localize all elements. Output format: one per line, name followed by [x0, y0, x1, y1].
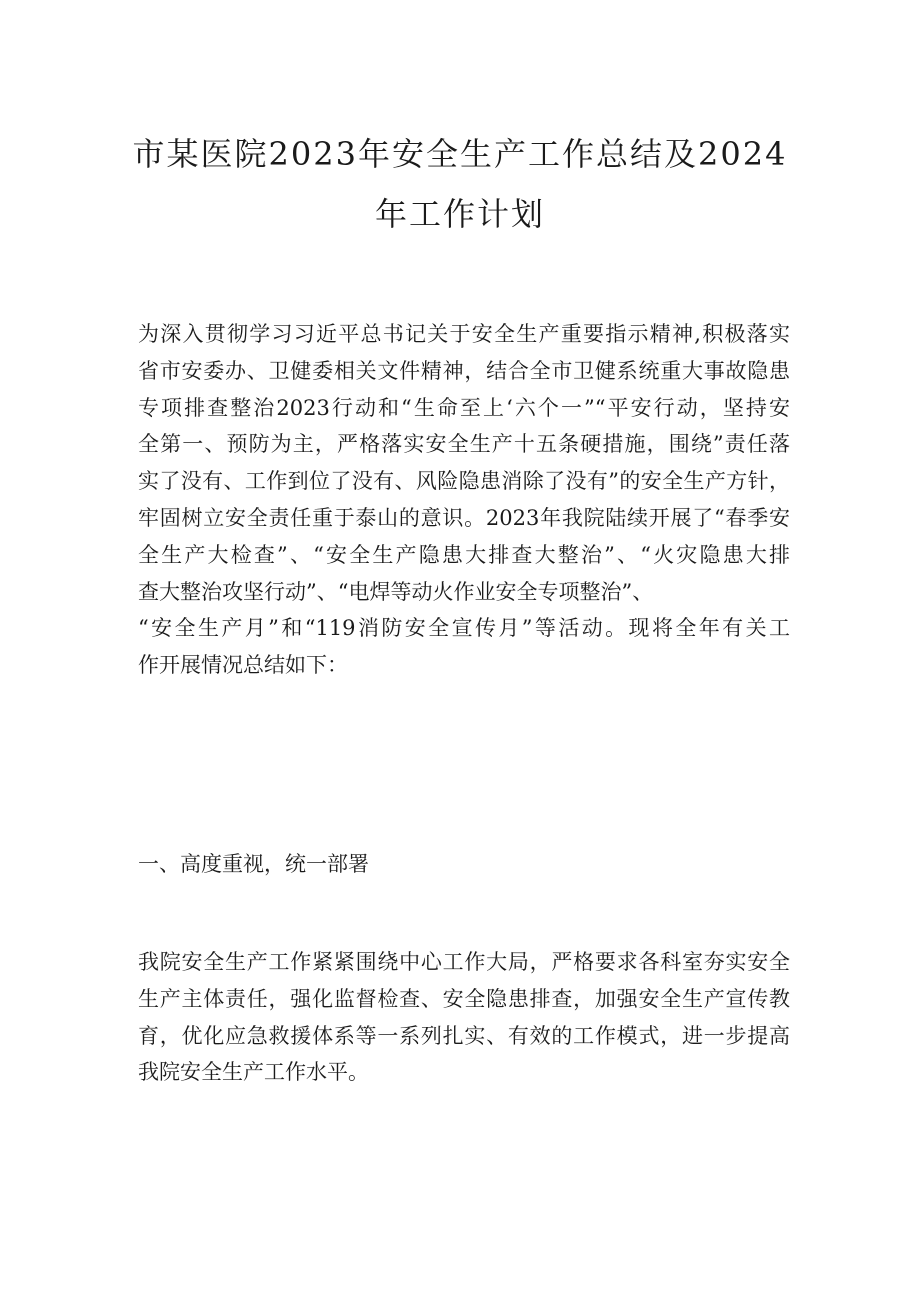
- paragraph-line: 作开展情况总结如下：: [138, 653, 348, 678]
- paragraph-line: 牢固树立安全责任重于泰山的意识。2023年我院陆续开展了“春季安: [138, 505, 790, 530]
- paragraph-line: 实了没有、工作到位了没有、风险隐患消除了没有”的安全生产方针，: [138, 469, 790, 494]
- paragraph-line: “安全生产月”和“119消防安全宣传月”等活动。现将全年有关工: [138, 616, 790, 641]
- section-paragraph: [138, 944, 790, 1091]
- paragraph-line: 生产主体责任，强化监督检查、安全隐患排查，加强安全生产宣传教: [138, 986, 790, 1011]
- paragraph-line: 我院安全生产工作水平。: [138, 1060, 369, 1085]
- paragraph-line: 查大整治攻坚行动”、“电焊等动火作业安全专项整治”、: [138, 579, 654, 604]
- paragraph-line: 全第一、预防为主，严格落实安全生产十五条硬措施，围绕”责任落: [138, 432, 790, 457]
- title-line: 市某医院2023年安全生产工作总结及2024: [132, 135, 788, 173]
- section-heading: 一、高度重视，统一部署: [138, 852, 369, 876]
- title-line: 年工作计划: [374, 195, 545, 233]
- paragraph-line: 为深入贯彻学习习近平总书记关于安全生产重要指示精神,积极落实: [138, 322, 790, 346]
- paragraph-line: 专项排查整治2023行动和“生命至上‘六个一”“平安行动，坚持安: [138, 395, 790, 420]
- paragraph-line: 我院安全生产工作紧紧围绕中心工作大局，严格要求各科室夯实安全: [138, 950, 790, 974]
- paragraph-line: 全生产大检查”、“安全生产隐患大排查大整治”、“火灾隐患大排: [138, 542, 790, 567]
- paragraph-line: 省市安委办、卫健委相关文件精神，结合全市卫健系统重大事故隐患: [138, 358, 790, 383]
- document-title: [120, 124, 800, 244]
- intro-paragraph: [138, 316, 790, 684]
- paragraph-line: 育，优化应急救援体系等一系列扎实、有效的工作模式，进一步提高: [138, 1023, 790, 1048]
